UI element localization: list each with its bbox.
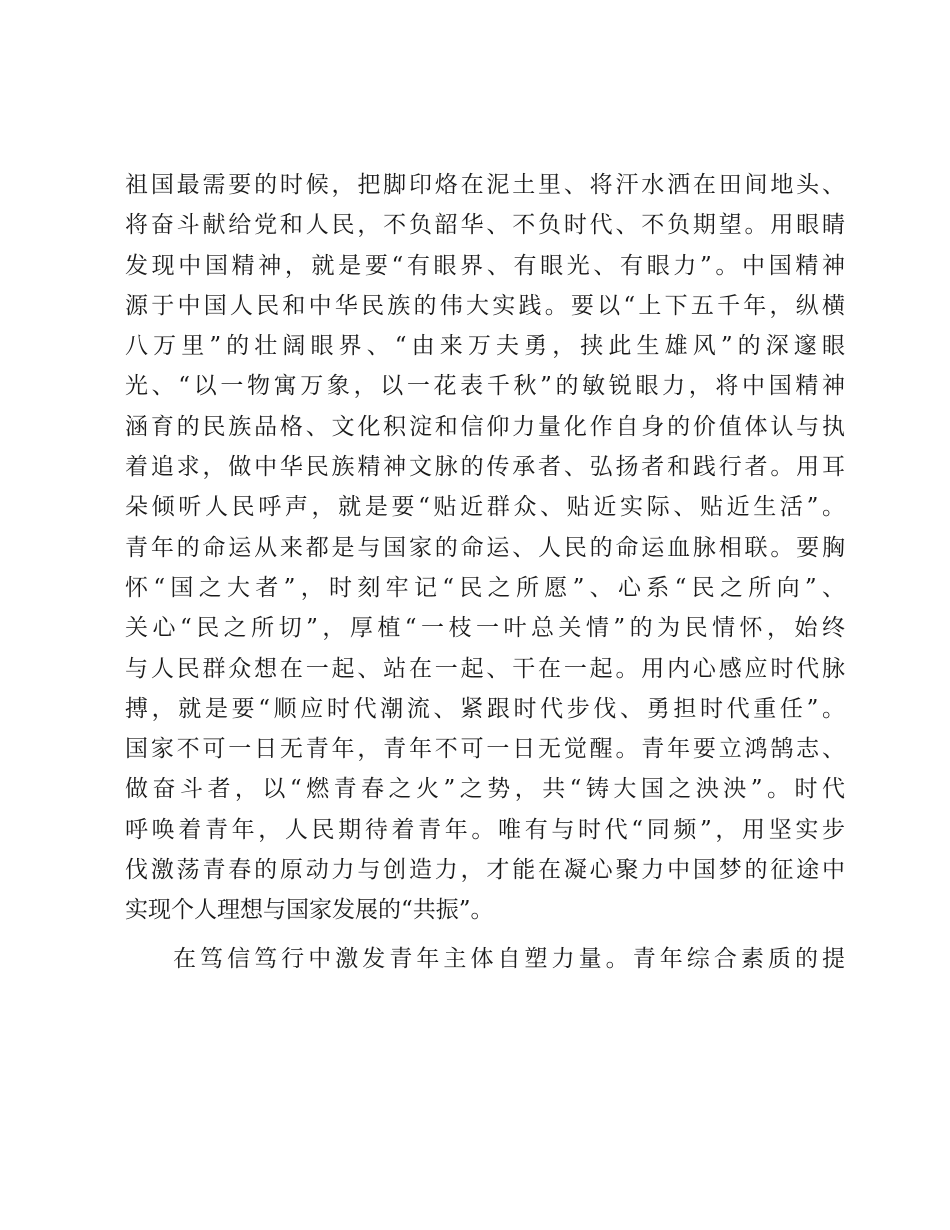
text-line: 源于中国人民和中华民族的伟大实践。要以“上下五千年，纵横 [125,292,845,319]
text-line: 在笃信笃行中激发青年主体自塑力量。青年综合素质的提 [173,945,845,972]
paragraph-1 [125,165,845,931]
paragraph-2 [125,939,845,979]
text-line: 实现个人理想与国家发展的“共振”。 [125,897,494,924]
text-line: 关心“民之所切”，厚植“一枝一叶总关情”的为民情怀，始终 [125,615,845,642]
text-line: 涵育的民族品格、文化积淀和信仰力量化作自身的价值体认与执 [125,413,845,440]
text-line: 朵倾听人民呼声，就是要“贴近群众、贴近实际、贴近生活”。 [125,494,845,521]
text-line: 怀“国之大者”，时刻牢记“民之所愿”、心系“民之所向”、 [125,574,845,601]
text-line: 搏，就是要“顺应时代潮流、紧跟时代步伐、勇担时代重任”。 [125,695,845,722]
text-line: 着追求，做中华民族精神文脉的传承者、弘扬者和践行者。用耳 [125,454,845,481]
text-line: 国家不可一日无青年，青年不可一日无觉醒。青年要立鸿鹄志、 [125,736,845,763]
text-line: 发现中国精神，就是要“有眼界、有眼光、有眼力”。中国精神 [125,252,845,279]
text-line: 伐激荡青春的原动力与创造力，才能在凝心聚力中国梦的征途中 [125,857,845,884]
text-line: 做奋斗者，以“燃青春之火”之势，共“铸大国之泱泱”。时代 [125,776,845,803]
text-line: 光、“以一物寓万象，以一花表千秋”的敏锐眼力，将中国精神 [125,373,845,400]
text-line: 将奋斗献给党和人民，不负韶华、不负时代、不负期望。用眼睛 [125,212,845,239]
text-line: 祖国最需要的时候，把脚印烙在泥土里、将汗水洒在田间地头、 [125,172,845,198]
text-line: 呼唤着青年，人民期待着青年。唯有与时代“同频”，用坚实步 [125,816,845,843]
body-text [125,165,845,979]
text-line: 八万里”的壮阔眼界、“由来万夫勇，挟此生雄风”的深邃眼 [125,333,845,360]
text-line: 青年的命运从来都是与国家的命运、人民的命运血脉相联。要胸 [125,534,845,561]
text-line: 与人民群众想在一起、站在一起、干在一起。用内心感应时代脉 [125,655,845,682]
